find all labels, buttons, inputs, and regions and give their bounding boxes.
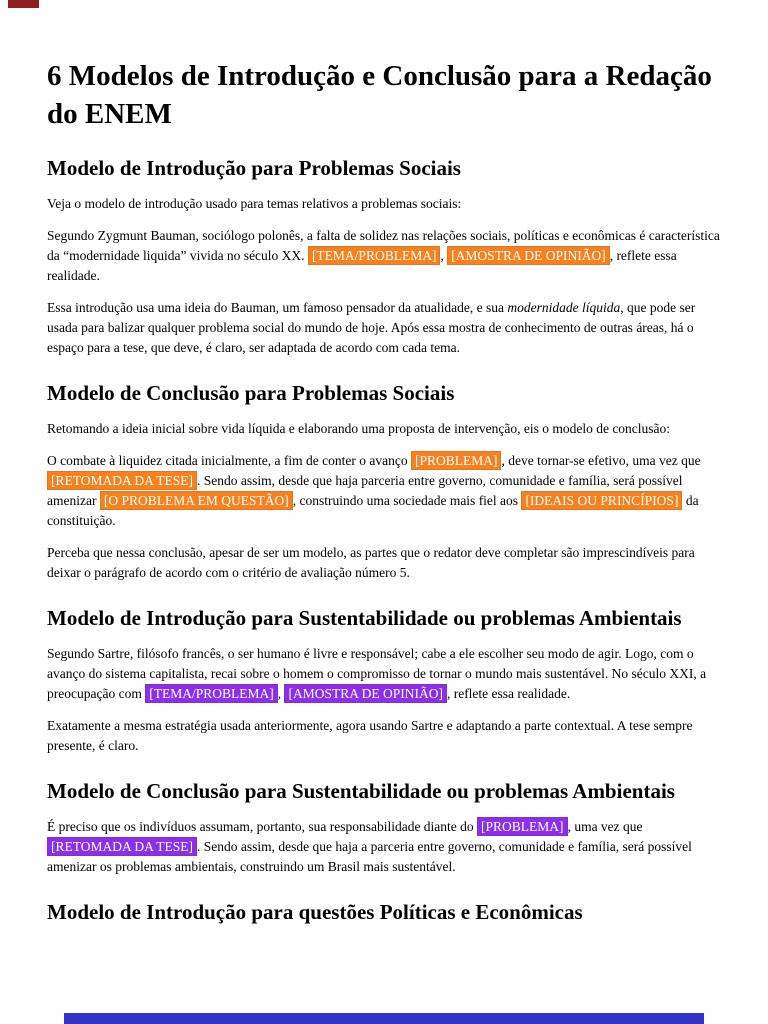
text-run: Perceba que nessa conclusão, apesar de ser um modelo, as partes que o redator deve completar são imprescindíveis para deixar o parágrafo de acordo com o critério de avaliação número 5. <box>47 545 695 581</box>
highlight-purple: [TEMA/PROBLEMA] <box>145 684 278 703</box>
section-heading <box>47 778 721 805</box>
document-content <box>47 44 721 936</box>
highlight-purple: [AMOSTRA DE OPINIÃO] <box>284 684 447 703</box>
paragraph <box>47 226 721 286</box>
text-run: , <box>277 686 285 701</box>
text-run: , reflete essa realidade. <box>47 248 677 284</box>
paragraph <box>47 419 721 439</box>
text-run: 6 Modelos de Introdução e Conclusão para a Redação do ENEM <box>47 60 712 130</box>
highlight-orange: [TEMA/PROBLEMA] <box>308 246 441 265</box>
text-run: Modelo de Conclusão para Sustentabilidade ou problemas Ambientais <box>47 779 675 803</box>
text-run: Veja o modelo de introdução usado para temas relativos a problemas sociais: <box>47 196 462 212</box>
highlight-orange: [IDEAIS OU PRINCÍPIOS] <box>521 491 682 510</box>
text-run: , <box>440 248 448 264</box>
paragraph <box>47 817 721 877</box>
text-run: , que pode ser usada para balizar qualquer problema social do mundo de hoje. Após essa mostra de conhecimento de outras áreas, há o espaço para a tese, que deve, é claro, ser adaptada de acordo com cada tema. <box>47 300 696 356</box>
paragraph <box>47 194 721 214</box>
paragraph <box>47 716 721 756</box>
highlight-purple: [PROBLEMA] <box>477 817 568 836</box>
section-heading <box>47 380 721 407</box>
text-run: O combate à liquidez citada inicialmente, a fim de conter o avanço <box>47 453 411 469</box>
highlight-orange: [PROBLEMA] <box>411 451 502 470</box>
text-run: Retomando a ideia inicial sobre vida líquida e elaborando uma proposta de intervenção, eis o modelo de conclusão: <box>47 421 671 437</box>
highlight-purple: [RETOMADA DA TESE] <box>47 837 197 856</box>
paragraph <box>47 451 721 531</box>
top-left-red-marker <box>8 0 39 8</box>
section-heading <box>47 899 721 926</box>
text-run: É preciso que os indivíduos assumam, portanto, sua responsabilidade diante do <box>47 818 478 834</box>
highlight-orange: [O PROBLEMA EM QUESTÃO] <box>100 491 293 510</box>
text-run: , reflete essa realidade. <box>446 686 571 701</box>
paragraph <box>47 644 721 704</box>
text-run: Segundo Zygmunt Bauman, sociólogo polonês, a falta de solidez nas relações sociais, políticas e econômicas é característica da “modernidade liquida” vivida no século XX. <box>47 228 720 264</box>
section-heading <box>47 155 721 182</box>
paragraph <box>47 298 721 358</box>
document-title <box>47 58 721 133</box>
text-run: . Sendo assim, desde que haja parceria entre governo, comunidade e família, será possível amenizar <box>47 473 683 509</box>
text-run: , uma vez que <box>567 818 643 834</box>
text-run: , deve tornar-se efetivo, uma vez que <box>501 453 701 469</box>
text-run: Exatamente a mesma estratégia usada anteriormente, agora usando Sartre e adaptando a parte contextual. A tese sempre presente, é claro. <box>47 718 693 753</box>
text-run: Modelo de Introdução para questões Políticas e Econômicas <box>47 899 583 924</box>
section-heading <box>47 605 721 632</box>
text-run: , construindo uma sociedade mais fiel aos <box>292 493 522 509</box>
text-run: Segundo Sartre, filósofo francês, o ser humano é livre e responsável; cabe a ele escolher seu modo de agir. Logo, com o avanço do sistema capitalista, recai sobre o homem o compromisso de tornar o mundo mais sustentável. No século XXI, a preocupação com <box>47 646 707 701</box>
highlight-orange: [RETOMADA DA TESE] <box>47 471 197 490</box>
text-run: . Sendo assim, desde que haja a parceria entre governo, comunidade e família, será possível amenizar os problemas ambientais, construindo um Brasil mais sustentável. <box>47 838 692 874</box>
paragraph <box>47 543 721 583</box>
text-run: Modelo de Introdução para Problemas Sociais <box>47 156 461 181</box>
text-run: Essa introdução usa uma ideia do Bauman, um famoso pensador da atualidade, e sua <box>47 300 508 316</box>
bottom-blue-bar <box>64 1013 704 1024</box>
text-run: da constituição. <box>47 493 699 529</box>
highlight-orange: [AMOSTRA DE OPINIÃO] <box>447 246 610 265</box>
italic-text: modernidade líquida <box>507 300 621 316</box>
text-run: Modelo de Conclusão para Problemas Sociais <box>47 381 455 406</box>
text-run: Modelo de Introdução para Sustentabilidade ou problemas Ambientais <box>47 606 682 631</box>
